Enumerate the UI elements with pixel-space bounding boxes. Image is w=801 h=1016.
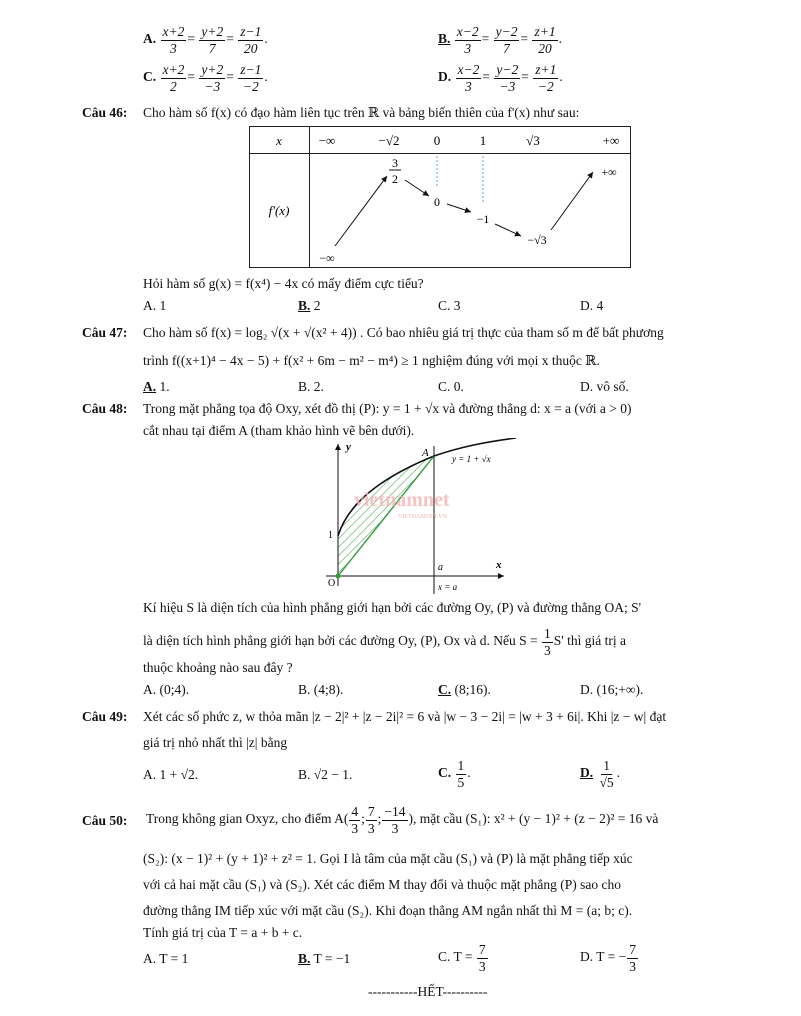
q45-option-d[interactable]: D. $\frac{x-2}{3}$ = $\frac{y-2}{-3}$ = $\frac{z+1}{-2}$ . (438, 62, 563, 94)
q50-b-text: T = −1 (310, 951, 351, 966)
q48-option-c[interactable] (438, 682, 491, 698)
q47-line2: trình f((x+1)⁴ − 4x − 5) + f(x² + 6m − m² − m⁴) ≥ 1 nghiệm đúng với mọi x thuộc ℝ. (143, 353, 600, 368)
q45-c-frac2-den: −3 (204, 78, 221, 94)
q49-option-a[interactable]: A. 1 + √2. (143, 767, 199, 782)
q47-line1: Cho hàm số f(x) = log₂ √(x + √(x² + 4)) . Có bao nhiêu giá trị thực của tham số m để bất phương (143, 325, 664, 340)
q46-option-a[interactable]: A. 1 (143, 298, 167, 313)
q48-fig-curve-label: y = 1 + √x (452, 454, 491, 464)
q49-c-den: 5 (457, 774, 465, 790)
q46-x-neg-inf: −∞ (318, 133, 336, 148)
q49-d-den: √5 (599, 774, 614, 790)
q48-line1: Trong mặt phẳng tọa độ Oxy, xét đồ thị (P): y = 1 + √x và đường thẳng d: x = a (với a > 0) (143, 401, 632, 416)
q45-c-frac1-num: x+2 (162, 62, 185, 77)
q49-option-d[interactable]: D. $\frac{1}{√5}$ . (580, 758, 621, 790)
q45-option-a[interactable]: A. $\frac{x+2}{3}$ = $\frac{y+2}{7}$ = $\frac{z-1}{20}$ . (143, 24, 268, 56)
q46-option-d[interactable]: D. 4 (580, 298, 604, 313)
q46-variation-table (249, 126, 631, 268)
q45-c-frac2-num: y+2 (201, 62, 224, 77)
q50-a3-den: 3 (391, 820, 399, 836)
q49-d-num: 1 (603, 758, 610, 773)
q50-c-label: C. T = (438, 949, 473, 965)
q46-f-neg-one: −1 (476, 212, 490, 226)
q45-b-frac3-num: z+1 (534, 24, 556, 39)
q50-option-a[interactable]: A. T = 1 (143, 951, 189, 966)
q50-option-c[interactable] (438, 942, 489, 974)
q48-fig-x: x (496, 559, 502, 571)
q46-option-c[interactable]: C. 3 (438, 298, 461, 313)
q48-fig-y: y (346, 441, 351, 453)
q47-a-label: A. (143, 379, 157, 394)
q45-a-frac3-den: 20 (244, 40, 258, 56)
q50-line5: Tính giá trị của T = a + b + c. (143, 925, 303, 940)
q46-b-text: 2 (310, 298, 321, 313)
q45-d-label: D. (438, 69, 452, 85)
q48-fig-A: A (422, 447, 429, 459)
q48-watermark: vietnamnet (354, 489, 450, 511)
q48-c-label: C. (438, 682, 452, 697)
q48-fig-a: a (438, 562, 443, 573)
q47-option-a[interactable] (143, 379, 170, 395)
q48-frac-den: 3 (544, 642, 551, 658)
q48-figure (320, 438, 520, 594)
q48-heading: Câu 48: (82, 401, 128, 416)
q45-d-frac1-num: x−2 (457, 62, 480, 77)
q50-a1-num: 4 (351, 804, 359, 819)
q48-text1: Kí hiệu S là diện tích của hình phẳng giới hạn bởi các đường Oy, (P) và đường thẳng OA; S' (143, 600, 642, 615)
q46-x-sqrt3: √3 (526, 133, 540, 148)
q45-d-frac3-den: −2 (537, 78, 554, 94)
q50-heading: Câu 50: (82, 813, 128, 828)
q49-c-num: 1 (457, 758, 465, 773)
q50-d-label: D. T = − (580, 949, 627, 965)
q49-c-label: C. (438, 765, 452, 781)
q45-c-frac1-den: 2 (170, 78, 177, 94)
q48-text2-a: là diện tích hình phẳng giới hạn bởi các đường Oy, (P), Ox và d. Nếu S = (143, 633, 538, 649)
footer-end: -----------HẾT---------- (368, 984, 488, 999)
q46-question: Hỏi hàm số g(x) = f(x⁴) − 4x có mấy điểm cực tiểu? (143, 276, 424, 291)
q45-b-frac2-num: y−2 (495, 24, 518, 39)
q46-f-32-num: 3 (392, 156, 398, 170)
q48-c-text: (8;16). (451, 682, 491, 697)
q46-x-zero: 0 (433, 133, 441, 148)
q45-option-b[interactable]: B. $\frac{x-2}{3}$ = $\frac{y-2}{7}$ = $\frac{z+1}{20}$ . (438, 24, 562, 56)
q45-b-label: B. (438, 31, 451, 47)
q50-line3: với cả hai mặt cầu (S₁) và (S₂). Xét các điểm M thay đổi và thuộc mặt phẳng (P) sao cho (143, 877, 622, 892)
q46-table-x-label: x (276, 133, 282, 148)
q45-c-label: C. (143, 69, 157, 85)
q46-f-neg-inf: −∞ (319, 251, 335, 265)
q50-line1: Trong không gian Oxyz, cho điểm A( $\frac{4}{3}$ ; $\frac{7}{3}$ ; $\frac{-14}{3}$ ), mặt cầu (S₁): x² + (y − 1)² + (z − 2)² = 16 và (146, 804, 659, 836)
q47-heading: Câu 47: (82, 325, 128, 340)
q45-a-frac3-num: z−1 (240, 24, 262, 39)
q50-line1-b: ), mặt cầu (S₁): x² + (y − 1)² + (z − 2)² = 16 và (408, 811, 659, 827)
q46-table-fx-label: f'(x) (268, 203, 290, 218)
q48-text2-b: S' thì giá trị a (553, 633, 626, 649)
q48-frac-num: 1 (544, 626, 551, 641)
q46-f-zero: 0 (434, 195, 440, 209)
q46-f-pos-inf: +∞ (601, 165, 617, 179)
q48-fig-O: O (328, 578, 336, 589)
q45-c-frac3-num: z−1 (240, 62, 262, 77)
q46-x-pos-inf: +∞ (602, 133, 620, 148)
q48-watermark-sub: VIETNAMNET.VN (398, 514, 448, 520)
q50-a2-den: 3 (367, 820, 375, 836)
q50-b-label: B. (298, 951, 311, 966)
q45-a-frac1-den: 3 (170, 40, 177, 56)
q45-option-c[interactable]: C. $\frac{x+2}{2}$ = $\frac{y+2}{-3}$ = $\frac{z-1}{-2}$ . (143, 62, 268, 94)
q50-a3-num: −14 (384, 804, 406, 819)
q49-line2: giá trị nhỏ nhất thì |z| bằng (143, 735, 288, 750)
q45-a-frac2-den: 7 (208, 40, 216, 56)
q46-b-label: B. (298, 298, 311, 313)
q46-heading: Câu 46: (82, 105, 128, 120)
q50-c-num: 7 (478, 942, 486, 957)
q48-fig-line-label: x = a (438, 582, 458, 592)
q45-a-frac2-num: y+2 (201, 24, 224, 39)
q46-f-32-den: 2 (392, 172, 398, 186)
q49-heading: Câu 49: (82, 709, 128, 724)
q46-option-b[interactable] (298, 298, 321, 314)
q48-text3: thuộc khoảng nào sau đây ? (143, 660, 293, 675)
q50-d-den: 3 (629, 958, 636, 974)
q45-b-frac1-den: 3 (464, 40, 472, 56)
q50-c-den: 3 (478, 958, 486, 974)
q49-option-c[interactable]: C. $\frac{1}{5}$ . (438, 758, 471, 790)
q50-d-num: 7 (629, 942, 636, 957)
q48-fig-one: 1 (328, 530, 333, 541)
q50-a2-num: 7 (367, 804, 375, 819)
q47-option-d[interactable]: D. vô số. (580, 379, 629, 394)
q46-x-one: 1 (479, 133, 487, 148)
q45-d-frac2-den: −3 (499, 78, 516, 94)
q45-b-frac3-den: 20 (538, 40, 552, 56)
q48-line2: cắt nhau tại điểm A (tham khảo hình vẽ bên dưới). (143, 423, 415, 438)
q45-d-frac2-num: y−2 (496, 62, 519, 77)
q45-c-frac3-den: −2 (242, 78, 259, 94)
q45-a-label: A. (143, 31, 157, 47)
q49-option-b[interactable]: B. √2 − 1. (298, 767, 353, 782)
q50-option-d[interactable] (580, 942, 639, 974)
q46-x-neg-sqrt2: −√2 (378, 133, 400, 148)
q47-option-c[interactable]: C. 0. (438, 379, 464, 394)
q48-option-d[interactable]: D. (16;+∞). (580, 682, 644, 697)
q49-d-label: D. (580, 765, 594, 781)
q50-line4: đường thẳng IM tiếp xúc với mặt cầu (S₂). Khi đoạn thẳng AM ngắn nhất thì M = (a; b; c). (143, 903, 633, 918)
q50-option-b[interactable] (298, 951, 350, 967)
q50-line2: (S₂): (x − 1)² + (y + 1)² + z² = 1. Gọi I là tâm của mặt cầu (S₁) và (P) là mặt phẳng tiếp xúc (143, 851, 633, 866)
q45-d-frac1-den: 3 (465, 78, 472, 94)
q50-a1-den: 3 (351, 820, 359, 836)
q46-stem: Cho hàm số f(x) có đạo hàm liên tục trên ℝ và bảng biến thiên của f'(x) như sau: (143, 105, 580, 120)
q47-a-text: 1. (156, 379, 170, 394)
q45-b-frac1-num: x−2 (456, 24, 479, 39)
q50-line1-a: Trong không gian Oxyz, cho điểm A( (146, 811, 349, 827)
q45-d-frac3-num: z+1 (535, 62, 557, 77)
q48-option-a[interactable]: A. (0;4). (143, 682, 190, 697)
q48-text2 (143, 626, 626, 658)
q47-option-b[interactable]: B. 2. (298, 379, 324, 394)
q45-b-frac2-den: 7 (503, 40, 510, 56)
q45-a-frac1-num: x+2 (162, 24, 185, 39)
q48-option-b[interactable]: B. (4;8). (298, 682, 344, 697)
q49-line1: Xét các số phức z, w thỏa mãn |z − 2|² + |z − 2i|² = 6 và |w − 3 − 2i| = |w + 3 + 6i|. Khi |z − w| đạt (143, 709, 667, 724)
q46-f-neg-sqrt3: −√3 (527, 233, 547, 247)
